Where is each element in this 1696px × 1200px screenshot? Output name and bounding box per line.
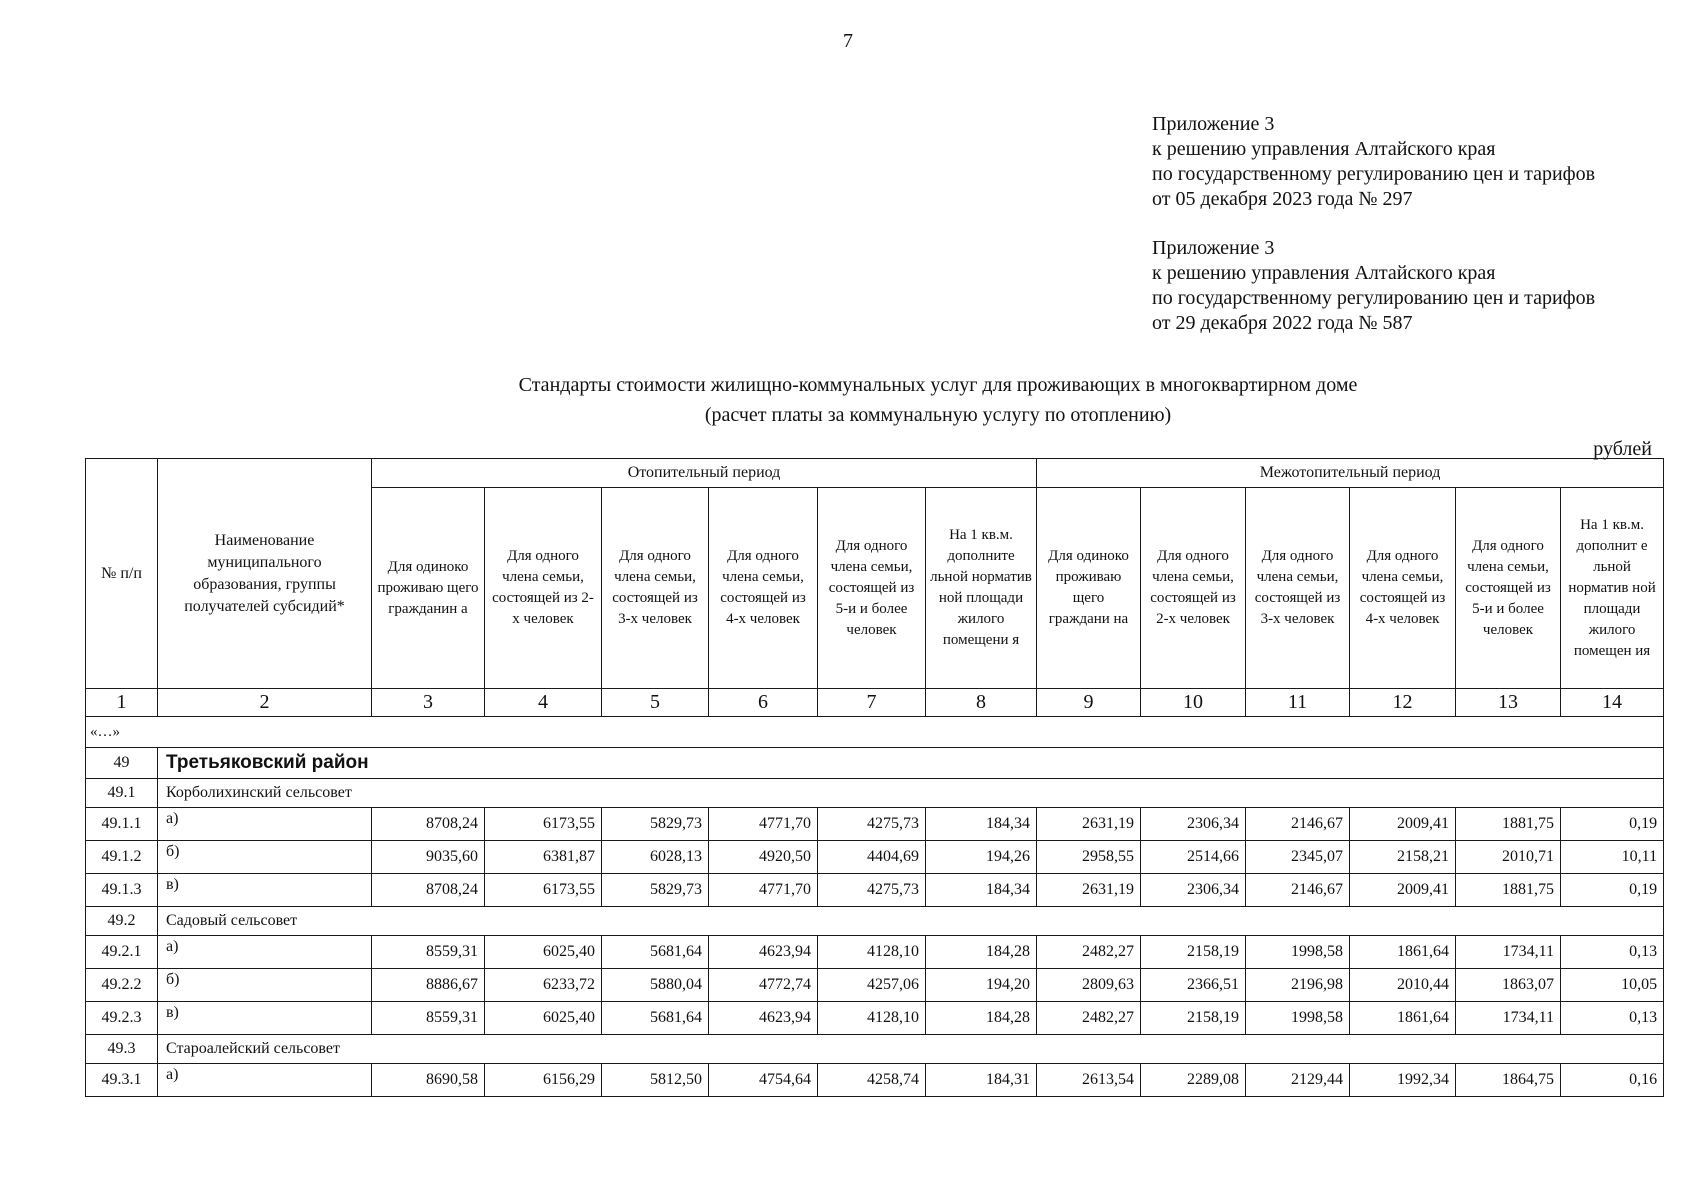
document-title: Стандарты стоимости жилищно-коммунальных услуг для проживающих в многоквартирном доме <box>518 374 1358 396</box>
value-cell: 4128,10 <box>818 1002 926 1035</box>
value-cell: 6381,87 <box>485 841 602 874</box>
value-cell: 1734,11 <box>1456 1002 1561 1035</box>
header-interheating-period: Межотопительный период <box>1037 459 1664 488</box>
value-cell: 6025,40 <box>485 1002 602 1035</box>
group-label: в) <box>158 1002 372 1035</box>
header-name: Наименование муниципального образования, группы получателей субсидий* <box>158 459 372 689</box>
header-interheating-col: Для одного члена семьи, состоящей из 4-х человек <box>1350 488 1456 689</box>
header-heating-col: Для одного члена семьи, состоящей из 5-и и более человек <box>818 488 926 689</box>
table-row <box>86 969 1664 1002</box>
appendix-line: по государственному регулированию цен и тарифов <box>1152 287 1596 309</box>
value-cell: 4623,94 <box>709 1002 818 1035</box>
value-cell: 0,19 <box>1561 808 1664 841</box>
value-cell: 2366,51 <box>1141 969 1246 1002</box>
value-cell: 194,26 <box>926 841 1037 874</box>
value-cell: 1864,75 <box>1456 1064 1561 1097</box>
column-number: 10 <box>1141 689 1246 717</box>
value-cell: 5681,64 <box>602 936 709 969</box>
value-cell: 2009,41 <box>1350 808 1456 841</box>
value-cell: 1881,75 <box>1456 874 1561 907</box>
value-cell: 6156,29 <box>485 1064 602 1097</box>
value-cell: 184,34 <box>926 874 1037 907</box>
value-cell: 1861,64 <box>1350 1002 1456 1035</box>
appendix-line: Приложение 3 <box>1152 113 1275 135</box>
value-cell: 2289,08 <box>1141 1064 1246 1097</box>
value-cell: 2158,21 <box>1350 841 1456 874</box>
value-cell: 6025,40 <box>485 936 602 969</box>
value-cell: 8886,67 <box>372 969 485 1002</box>
value-cell: 4257,06 <box>818 969 926 1002</box>
value-cell: 9035,60 <box>372 841 485 874</box>
table-row <box>86 1002 1664 1035</box>
value-cell: 10,11 <box>1561 841 1664 874</box>
value-cell: 8559,31 <box>372 1002 485 1035</box>
value-cell: 8708,24 <box>372 874 485 907</box>
header-heating-period: Отопительный период <box>372 459 1037 488</box>
column-number-row <box>86 689 1664 717</box>
value-cell: 2146,67 <box>1246 874 1350 907</box>
row-code: 49.1.3 <box>86 874 158 907</box>
value-cell: 2482,27 <box>1037 1002 1141 1035</box>
settlement-row <box>86 1035 1664 1064</box>
value-cell: 8708,24 <box>372 808 485 841</box>
value-cell: 4275,73 <box>818 808 926 841</box>
header-interheating-col: Для одиноко проживаю щего граждани на <box>1037 488 1141 689</box>
value-cell: 2010,44 <box>1350 969 1456 1002</box>
value-cell: 4920,50 <box>709 841 818 874</box>
appendix-line: по государственному регулированию цен и тарифов <box>1152 163 1596 185</box>
value-cell: 4128,10 <box>818 936 926 969</box>
group-label: а) <box>158 936 372 969</box>
row-code: 49.2.2 <box>86 969 158 1002</box>
row-code: 49.2.1 <box>86 936 158 969</box>
value-cell: 2010,71 <box>1456 841 1561 874</box>
value-cell: 2009,41 <box>1350 874 1456 907</box>
value-cell: 184,28 <box>926 1002 1037 1035</box>
table-row <box>86 841 1664 874</box>
group-label: б) <box>158 969 372 1002</box>
value-cell: 194,20 <box>926 969 1037 1002</box>
value-cell: 1861,64 <box>1350 936 1456 969</box>
appendix-line: Приложение 3 <box>1152 237 1275 259</box>
column-number: 9 <box>1037 689 1141 717</box>
column-number: 3 <box>372 689 485 717</box>
group-label: а) <box>158 808 372 841</box>
appendix-line: от 29 декабря 2022 года № 587 <box>1152 312 1413 334</box>
column-number: 7 <box>818 689 926 717</box>
table-row <box>86 808 1664 841</box>
value-cell: 4258,74 <box>818 1064 926 1097</box>
value-cell: 6173,55 <box>485 808 602 841</box>
value-cell: 6173,55 <box>485 874 602 907</box>
row-code: 49.3.1 <box>86 1064 158 1097</box>
units-label: рублей <box>1593 438 1652 460</box>
value-cell: 2158,19 <box>1141 1002 1246 1035</box>
ellipsis-row <box>86 717 1664 748</box>
value-cell: 1734,11 <box>1456 936 1561 969</box>
settlement-row <box>86 907 1664 936</box>
value-cell: 6028,13 <box>602 841 709 874</box>
value-cell: 4754,64 <box>709 1064 818 1097</box>
value-cell: 4404,69 <box>818 841 926 874</box>
row-code: 49.2.3 <box>86 1002 158 1035</box>
value-cell: 0,13 <box>1561 936 1664 969</box>
column-number: 2 <box>158 689 372 717</box>
value-cell: 2129,44 <box>1246 1064 1350 1097</box>
value-cell: 2631,19 <box>1037 874 1141 907</box>
header-heating-col: Для одного члена семьи, состоящей из 4-х человек <box>709 488 818 689</box>
group-label: в) <box>158 874 372 907</box>
value-cell: 8690,58 <box>372 1064 485 1097</box>
value-cell: 2158,19 <box>1141 936 1246 969</box>
value-cell: 1863,07 <box>1456 969 1561 1002</box>
value-cell: 2809,63 <box>1037 969 1141 1002</box>
column-number: 4 <box>485 689 602 717</box>
column-number: 11 <box>1246 689 1350 717</box>
settlement-name: Корболихинский сельсовет <box>158 779 1664 808</box>
settlement-code: 49.2 <box>86 907 158 936</box>
value-cell: 8559,31 <box>372 936 485 969</box>
value-cell: 184,31 <box>926 1064 1037 1097</box>
value-cell: 4771,70 <box>709 874 818 907</box>
value-cell: 5880,04 <box>602 969 709 1002</box>
header-heating-col: Для одного члена семьи, состоящей из 2-х человек <box>485 488 602 689</box>
column-number: 14 <box>1561 689 1664 717</box>
tariff-table <box>85 458 1664 1097</box>
column-number: 1 <box>86 689 158 717</box>
header-heating-col: Для одиноко проживаю щего гражданин а <box>372 488 485 689</box>
value-cell: 0,16 <box>1561 1064 1664 1097</box>
settlement-code: 49.1 <box>86 779 158 808</box>
column-number: 13 <box>1456 689 1561 717</box>
value-cell: 10,05 <box>1561 969 1664 1002</box>
settlement-name: Староалейский сельсовет <box>158 1035 1664 1064</box>
header-interheating-col: Для одного члена семьи, состоящей из 2-х человек <box>1141 488 1246 689</box>
value-cell: 5829,73 <box>602 808 709 841</box>
value-cell: 2958,55 <box>1037 841 1141 874</box>
page-number: 7 <box>843 30 853 52</box>
value-cell: 2306,34 <box>1141 808 1246 841</box>
settlement-row <box>86 779 1664 808</box>
value-cell: 0,13 <box>1561 1002 1664 1035</box>
row-code: 49.1.2 <box>86 841 158 874</box>
header-no: № п/п <box>86 459 158 689</box>
column-number: 12 <box>1350 689 1456 717</box>
header-interheating-col: На 1 кв.м. дополнит е льной норматив ной площади жилого помещен ия <box>1561 488 1664 689</box>
appendix-line: к решению управления Алтайского края <box>1152 138 1496 160</box>
value-cell: 2345,07 <box>1246 841 1350 874</box>
column-number: 5 <box>602 689 709 717</box>
document-subtitle: (расчет платы за коммунальную услугу по отоплению) <box>704 404 1172 426</box>
header-interheating-col: Для одного члена семьи, состоящей из 5-и и более человек <box>1456 488 1561 689</box>
header-row-periods <box>86 459 1664 488</box>
table-row <box>86 1064 1664 1097</box>
value-cell: 4275,73 <box>818 874 926 907</box>
district-code: 49 <box>86 748 158 779</box>
settlement-name: Садовый сельсовет <box>158 907 1664 936</box>
appendix-line: от 05 декабря 2023 года № 297 <box>1152 188 1413 210</box>
settlement-code: 49.3 <box>86 1035 158 1064</box>
value-cell: 1881,75 <box>1456 808 1561 841</box>
value-cell: 2514,66 <box>1141 841 1246 874</box>
value-cell: 1998,58 <box>1246 936 1350 969</box>
row-code: 49.1.1 <box>86 808 158 841</box>
value-cell: 6233,72 <box>485 969 602 1002</box>
header-interheating-col: Для одного члена семьи, состоящей из 3-х человек <box>1246 488 1350 689</box>
table-row <box>86 874 1664 907</box>
value-cell: 5812,50 <box>602 1064 709 1097</box>
header-heating-col: Для одного члена семьи, состоящей из 3-х человек <box>602 488 709 689</box>
column-number: 8 <box>926 689 1037 717</box>
ellipsis-mark: «…» <box>86 717 1664 748</box>
value-cell: 184,34 <box>926 808 1037 841</box>
column-number: 6 <box>709 689 818 717</box>
value-cell: 2613,54 <box>1037 1064 1141 1097</box>
value-cell: 2146,67 <box>1246 808 1350 841</box>
table-row <box>86 936 1664 969</box>
value-cell: 1992,34 <box>1350 1064 1456 1097</box>
appendix-note-previous <box>1152 236 1595 336</box>
value-cell: 184,28 <box>926 936 1037 969</box>
value-cell: 2631,19 <box>1037 808 1141 841</box>
appendix-line: к решению управления Алтайского края <box>1152 262 1496 284</box>
group-label: б) <box>158 841 372 874</box>
value-cell: 2482,27 <box>1037 936 1141 969</box>
value-cell: 1998,58 <box>1246 1002 1350 1035</box>
value-cell: 4623,94 <box>709 936 818 969</box>
district-name: Третьяковский район <box>158 748 1664 779</box>
value-cell: 0,19 <box>1561 874 1664 907</box>
value-cell: 4772,74 <box>709 969 818 1002</box>
appendix-note-current <box>1152 112 1595 212</box>
group-label: а) <box>158 1064 372 1097</box>
district-row <box>86 748 1664 779</box>
value-cell: 2306,34 <box>1141 874 1246 907</box>
header-heating-col: На 1 кв.м. дополните льной норматив ной площади жилого помещени я <box>926 488 1037 689</box>
value-cell: 5829,73 <box>602 874 709 907</box>
value-cell: 4771,70 <box>709 808 818 841</box>
value-cell: 2196,98 <box>1246 969 1350 1002</box>
value-cell: 5681,64 <box>602 1002 709 1035</box>
